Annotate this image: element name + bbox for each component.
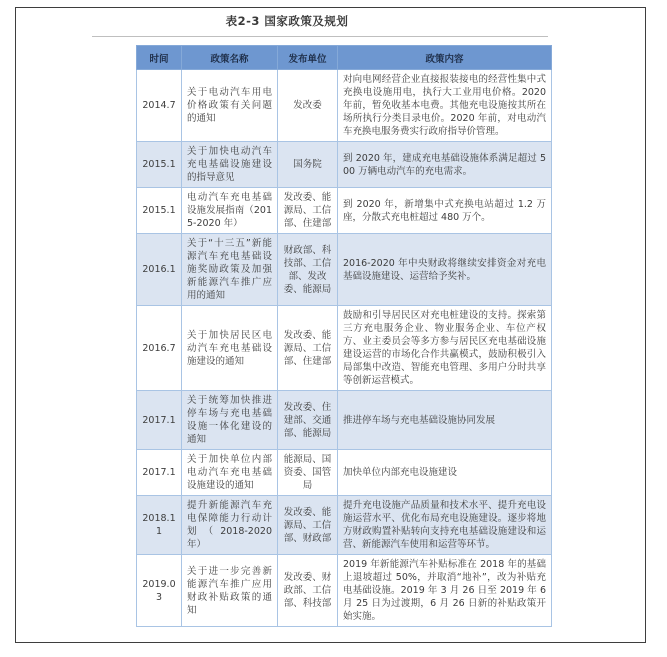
table-row — [137, 555, 552, 627]
col-header-policy-content: 政策内容 — [338, 46, 552, 70]
cell-issuer: 发改委、能源局、工信部、住建部 — [278, 306, 338, 391]
cell-policy-content: 2016-2020 年中央财政将继续安排资金对充电基础设施建设、运营给予奖补。 — [338, 234, 552, 306]
cell-policy-name: 关于加快电动汽车充电基础设施建设的指导意见 — [182, 142, 278, 188]
cell-date: 2015.1 — [137, 188, 182, 234]
cell-date: 2019.03 — [137, 555, 182, 627]
cell-issuer: 发改委、住建部、交通部、能源局 — [278, 391, 338, 450]
cell-issuer: 财政部、科技部、工信部、发改委、能源局 — [278, 234, 338, 306]
cell-policy-content: 加快单位内部充电设施建设 — [338, 450, 552, 496]
cell-policy-name: 关于加快居民区电动汽车充电基础设施建设的通知 — [182, 306, 278, 391]
cell-policy-content: 到 2020 年，新增集中式充换电站超过 1.2 万座，分散式充电桩超过 480 万个。 — [338, 188, 552, 234]
col-header-policy-name: 政策名称 — [182, 46, 278, 70]
table-row — [137, 188, 552, 234]
cell-date: 2014.7 — [137, 70, 182, 142]
cell-policy-name: 关于进一步完善新能源汽车推广应用财政补贴政策的通知 — [182, 555, 278, 627]
cell-policy-content: 鼓励和引导居民区对充电桩建设的支持。探索第三方充电服务企业、物业服务企业、车位产权方、业主委员会等多方参与居民区充电基础设施建设运营的市场化合作共赢模式，鼓励积极引入局部集中改造、智能充电管理、多用户分时共享等创新运营模式。 — [338, 306, 552, 391]
cell-policy-content: 2019 年新能源汽车补贴标准在 2018 年的基础上退坡超过 50%，并取消“地补”，改为补贴充电基础设施。2019 年 3 月 26 日至 2019 年 6 月 25 日为过渡期，6 月 26 日新的补贴政策开始实施。 — [338, 555, 552, 627]
table-row — [137, 142, 552, 188]
table-row — [137, 306, 552, 391]
cell-policy-content: 到 2020 年，建成充电基础设施体系满足超过 500 万辆电动汽车的充电需求。 — [338, 142, 552, 188]
cell-date: 2016.7 — [137, 306, 182, 391]
cell-issuer: 发改委、能源局、工信部、住建部 — [278, 188, 338, 234]
table-row — [137, 450, 552, 496]
table-caption: 表2-3 国家政策及规划 — [225, 14, 349, 28]
table-row — [137, 496, 552, 555]
col-header-time: 时间 — [137, 46, 182, 70]
cell-policy-name: 关于统筹加快推进停车场与充电基础设施一体化建设的通知 — [182, 391, 278, 450]
cell-policy-name: 提升新能源汽车充电保障能力行动计划（2018-2020 年） — [182, 496, 278, 555]
cell-date: 2017.1 — [137, 450, 182, 496]
cell-policy-content: 对向电网经营企业直接报装接电的经营性集中式充换电设施用电，执行大工业用电价格。2020 年前，暂免收基本电费。其他充电设施按其所在场所执行分类目录电价。2020 年前，对电动汽车充换电服务费实行政府指导价管理。 — [338, 70, 552, 142]
cell-issuer: 发改委、财政部、工信部、科技部 — [278, 555, 338, 627]
cell-policy-name: 关于加快单位内部电动汽车充电基础设施建设的通知 — [182, 450, 278, 496]
cell-date: 2017.1 — [137, 391, 182, 450]
cell-issuer: 国务院 — [278, 142, 338, 188]
title-divider — [92, 36, 548, 37]
cell-issuer: 发改委 — [278, 70, 338, 142]
cell-policy-name: 电动汽车充电基础设施发展指南（2015-2020 年） — [182, 188, 278, 234]
table-row — [137, 234, 552, 306]
cell-issuer: 发改委、能源局、工信部、财政部 — [278, 496, 338, 555]
table-row — [137, 391, 552, 450]
col-header-issuer: 发布单位 — [278, 46, 338, 70]
header-row — [137, 46, 552, 70]
policy-table — [136, 45, 552, 627]
cell-policy-content: 推进停车场与充电基础设施协同发展 — [338, 391, 552, 450]
cell-policy-name: 关于电动汽车用电价格政策有关问题的通知 — [182, 70, 278, 142]
cell-date: 2018.11 — [137, 496, 182, 555]
cell-issuer: 能源局、国资委、国管局 — [278, 450, 338, 496]
cell-policy-content: 提升充电设施产品质量和技术水平、提升充电设施运营水平、优化布局充电设施建设。逐步将地方财政购置补贴转向支持充电基础设施建设和运营、新能源汽车使用和运营等环节。 — [338, 496, 552, 555]
table-row — [137, 70, 552, 142]
cell-date: 2015.1 — [137, 142, 182, 188]
cell-policy-name: 关于“十三五”新能源汽车充电基础设施奖励政策及加强新能源汽车推广应用的通知 — [182, 234, 278, 306]
cell-date: 2016.1 — [137, 234, 182, 306]
